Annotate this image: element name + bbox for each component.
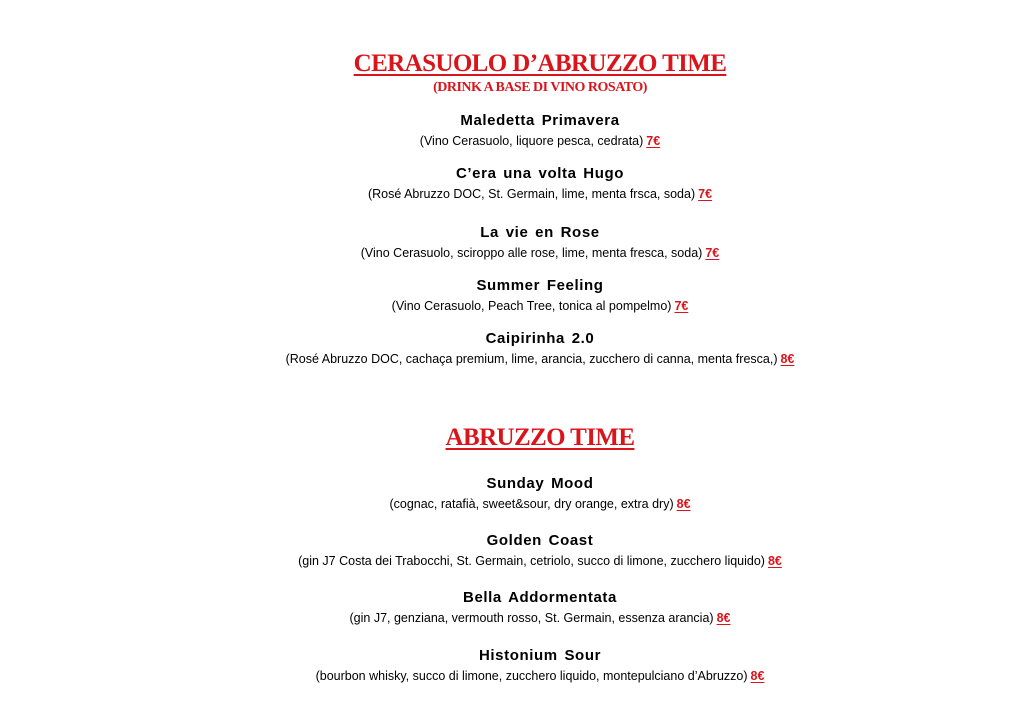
- item-name: Sunday Mood: [486, 475, 594, 492]
- item-description-line: [0, 553, 1024, 569]
- menu-item: [0, 112, 1024, 149]
- menu-item: [0, 475, 1024, 512]
- menu-item: [0, 532, 1024, 569]
- item-price: 7€: [674, 299, 689, 313]
- item-description: (Vino Cerasuolo, sciroppo alle rose, lime, menta fresca, soda): [360, 246, 703, 260]
- item-description-line: [0, 351, 1024, 367]
- item-description-line: [0, 245, 1024, 261]
- item-description: (Vino Cerasuolo, Peach Tree, tonica al pompelmo): [391, 299, 672, 313]
- section-subtitle-cerasuolo: (DRINK A BASE DI VINO ROSATO): [433, 80, 647, 95]
- menu-item: [0, 647, 1024, 684]
- item-description: (bourbon whisky, succo di limone, zucchero liquido, montepulciano d’Abruzzo): [315, 669, 748, 683]
- item-description: (Rosé Abruzzo DOC, St. Germain, lime, menta frsca, soda): [367, 187, 696, 201]
- menu-item: [0, 277, 1024, 314]
- item-price: 7€: [705, 246, 720, 260]
- item-description: (cognac, ratafià, sweet&sour, dry orange, extra dry): [389, 497, 674, 511]
- item-name: Summer Feeling: [476, 277, 604, 294]
- item-name: Bella Addormentata: [463, 589, 617, 606]
- item-name: Caipirinha 2.0: [485, 330, 595, 347]
- item-price: 8€: [676, 497, 691, 511]
- item-name: Golden Coast: [486, 532, 594, 549]
- menu-item: [0, 330, 1024, 367]
- item-price: 7€: [698, 187, 713, 201]
- menu-item: [0, 165, 1024, 202]
- item-description-line: [0, 610, 1024, 626]
- item-name: C’era una volta Hugo: [455, 165, 625, 182]
- item-description: (gin J7, genziana, vermouth rosso, St. Germain, essenza arancia): [349, 611, 714, 625]
- item-price: 8€: [716, 611, 731, 625]
- item-price: 8€: [767, 554, 782, 568]
- item-name: Histonium Sour: [478, 647, 602, 664]
- section-title-cerasuolo: CERASUOLO D’ABRUZZO TIME: [353, 50, 727, 77]
- item-price: 8€: [750, 669, 765, 683]
- menu-item: [0, 589, 1024, 626]
- menu-item: [0, 224, 1024, 261]
- item-name: La vie en Rose: [480, 224, 600, 241]
- item-description-line: [0, 668, 1024, 684]
- item-description-line: [0, 186, 1024, 202]
- item-description-line: [0, 496, 1024, 512]
- item-price: 8€: [780, 352, 795, 366]
- item-description: (Rosé Abruzzo DOC, cachaça premium, lime, arancia, zucchero di canna, menta fresca,): [285, 352, 778, 366]
- item-description-line: [0, 298, 1024, 314]
- section-title-abruzzo: ABRUZZO TIME: [445, 424, 635, 451]
- item-name: Maledetta Primavera: [460, 112, 620, 129]
- item-price: 7€: [646, 134, 661, 148]
- item-description-line: [0, 133, 1024, 149]
- item-description: (Vino Cerasuolo, liquore pesca, cedrata): [419, 134, 644, 148]
- item-description: (gin J7 Costa dei Trabocchi, St. Germain, cetriolo, succo di limone, zucchero liquido): [298, 554, 765, 568]
